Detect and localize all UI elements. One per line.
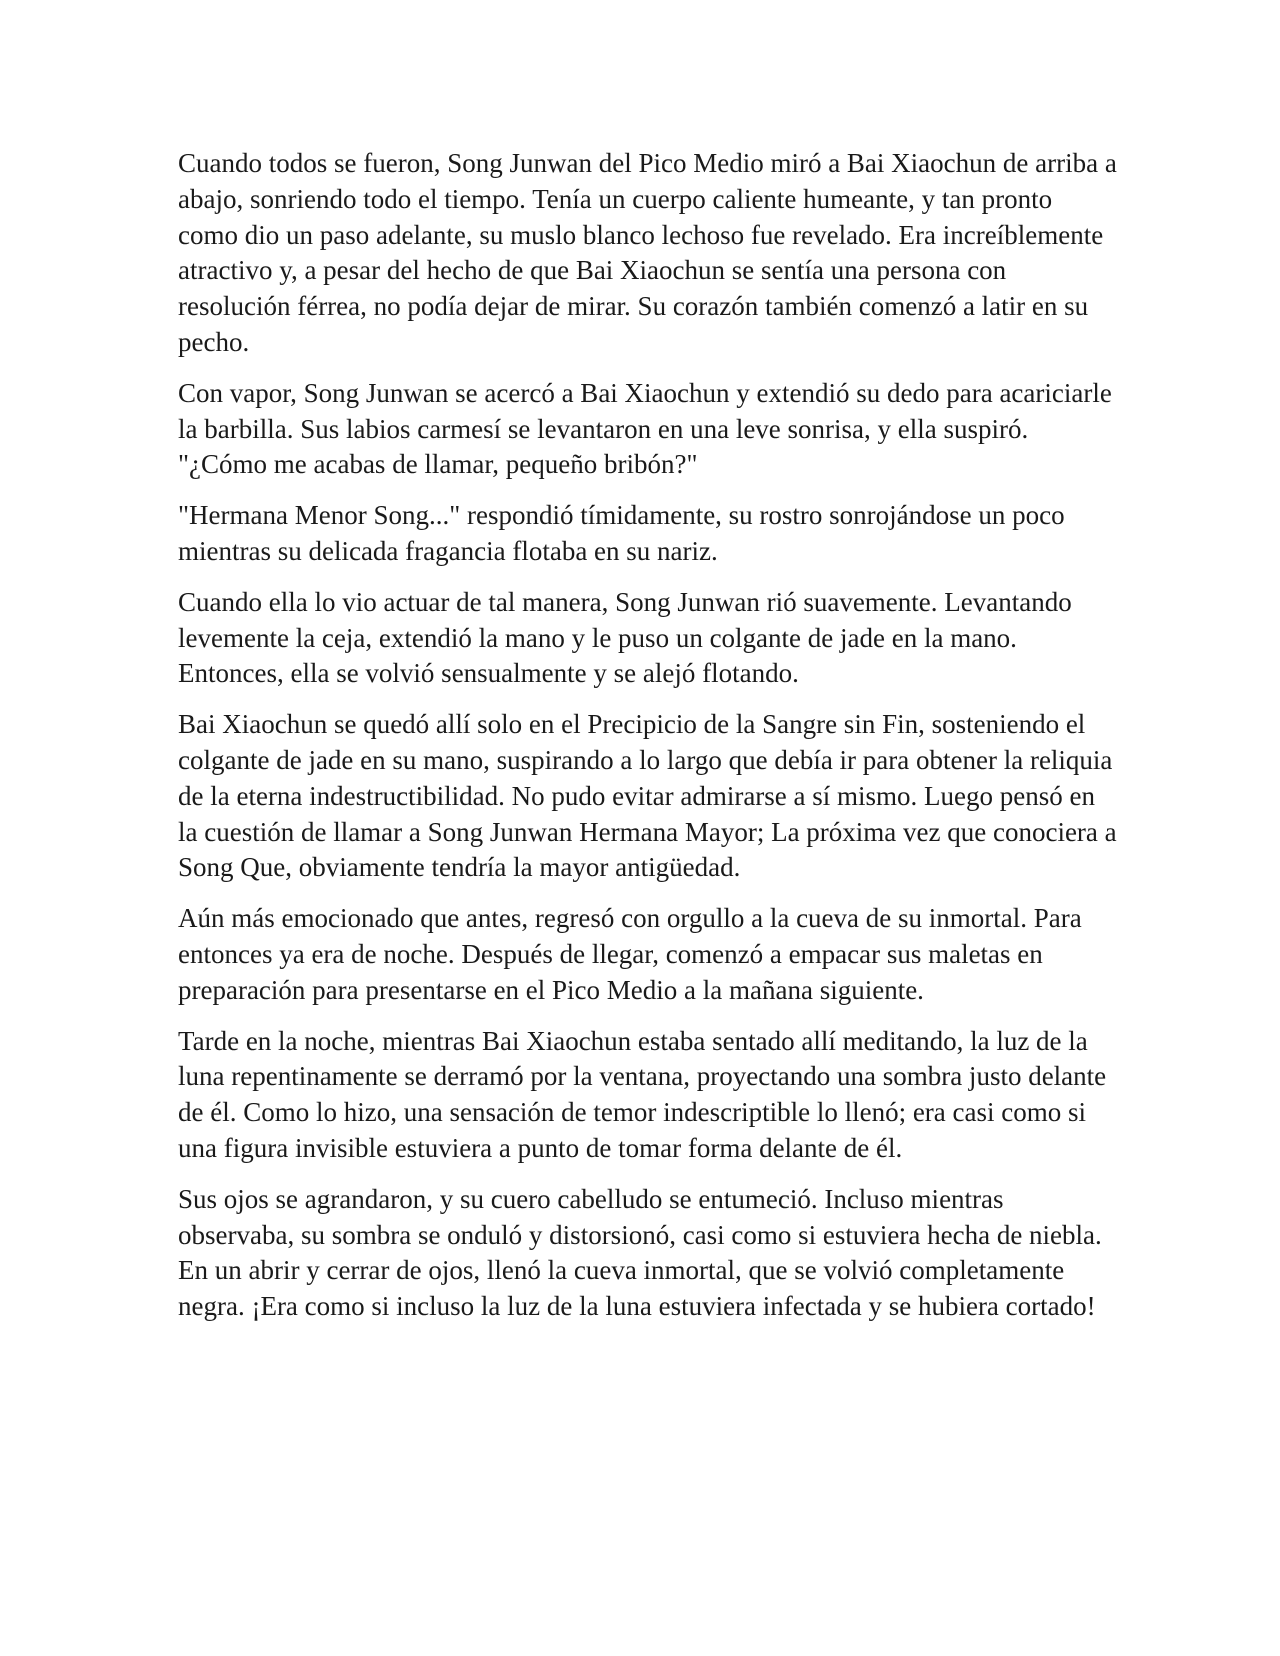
paragraph-2: Con vapor, Song Junwan se acercó a Bai Xiaochun y extendió su dedo para acariciarle la barbilla. Sus labios carmesí se levantaron en una leve sonrisa, y ella suspiró. "¿Cómo me acabas de llamar, pequeño bribón?"	[178, 377, 1112, 480]
paragraph-6: Aún más emocionado que antes, regresó con orgullo a la cueva de su inmortal. Para entonces ya era de noche. Después de llegar, comenzó a empacar sus maletas en preparación para presentarse en el Pico Medio a la mañana siguiente.	[178, 903, 1082, 1005]
paragraph-7: Tarde en la noche, mientras Bai Xiaochun estaba sentado allí meditando, la luz de la luna repentinamente se derramó por la ventana, proyectando una sombra justo delante de él. Como lo hizo, una sensación de temor indescriptible lo llenó; era casi como si una figura invisible estuviera a punto de tomar forma delante de él.	[178, 1025, 1107, 1163]
paragraph-4: Cuando ella lo vio actuar de tal manera, Song Junwan rió suavemente. Levantando levemente la ceja, extendió la mano y le puso un colgante de jade en la mano. Entonces, ella se volvió sensualmente y se alejó flotando.	[178, 586, 1072, 689]
paragraph-8: Sus ojos se agrandaron, y su cuero cabelludo se entumeció. Incluso mientras observaba, su sombra se onduló y distorsionó, casi como si estuviera hecha de niebla. En un abrir y cerrar de ojos, llenó la cueva inmortal, que se volvió completamente negra. ¡Era como si incluso la luz de la luna estuviera infectada y se hubiera cortado!	[178, 1183, 1102, 1322]
document-body	[178, 146, 1118, 1340]
paragraph-3: "Hermana Menor Song..." respondió tímidamente, su rostro sonrojándose un poco mientras su delicada fragancia flotaba en su nariz.	[178, 500, 1065, 566]
paragraph-5: Bai Xiaochun se quedó allí solo en el Precipicio de la Sangre sin Fin, sosteniendo el colgante de jade en su mano, suspirando a lo largo que debía ir para obtener la reliquia de la eterna indestructibilidad. No pudo evitar admirarse a sí mismo. Luego pensó en la cuestión de llamar a Song Junwan Hermana Mayor; La próxima vez que conociera a Song Que, obviamente tendría la mayor antigüedad.	[178, 709, 1117, 883]
paragraph-1: Cuando todos se fueron, Song Junwan del Pico Medio miró a Bai Xiaochun de arriba a abajo, sonriendo todo el tiempo. Tenía un cuerpo caliente humeante, y tan pronto como dio un paso adelante, su muslo blanco lechoso fue revelado. Era increíblemente atractivo y, a pesar del hecho de que Bai Xiaochun se sentía una persona con resolución férrea, no podía dejar de mirar. Su corazón también comenzó a latir en su pecho.	[178, 148, 1117, 357]
